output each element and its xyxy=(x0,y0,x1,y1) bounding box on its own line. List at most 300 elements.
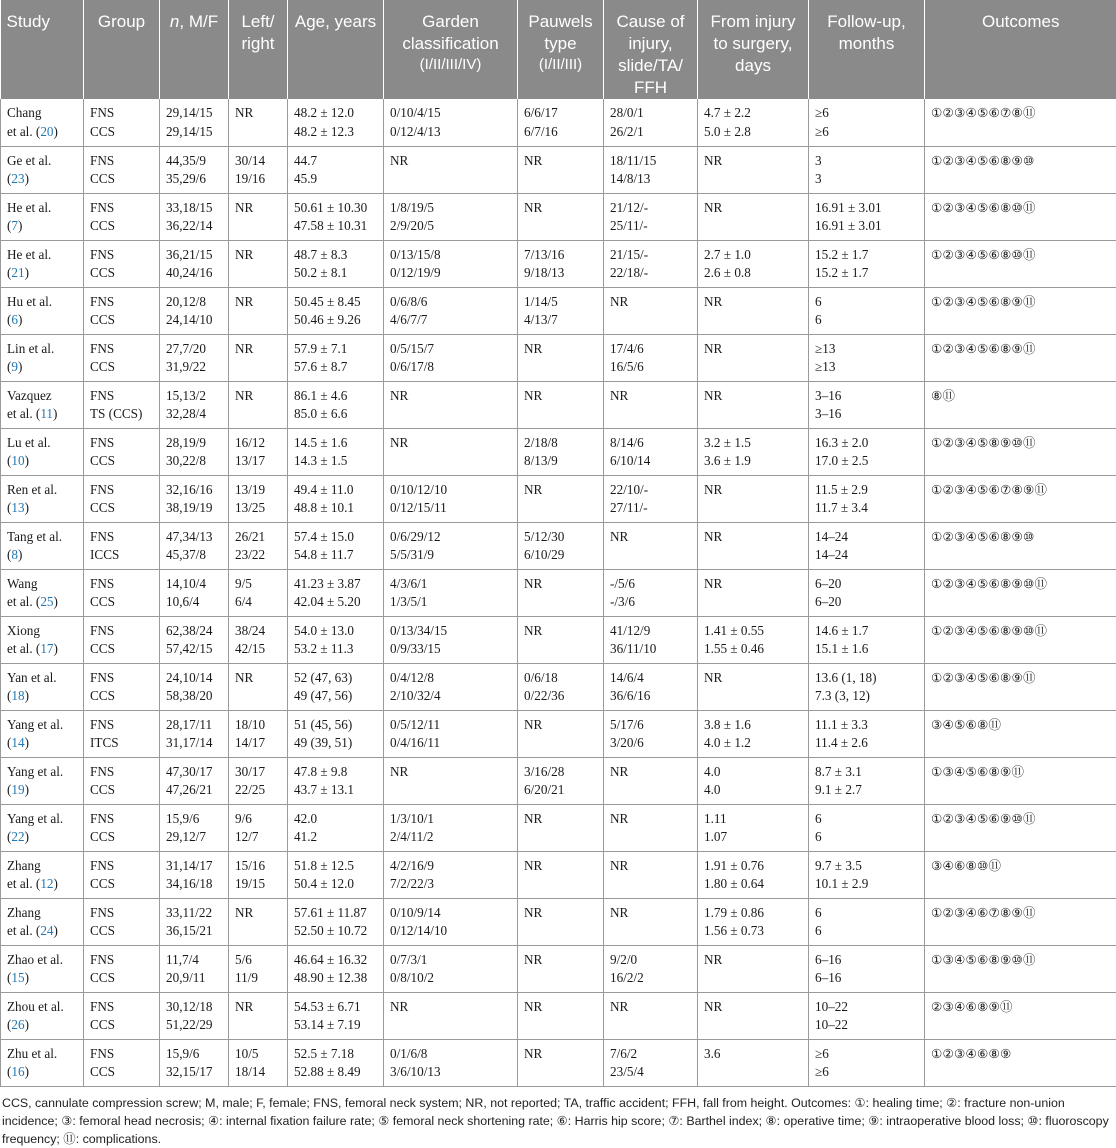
left-right-cell-value: 38/24 xyxy=(235,622,283,641)
citation-suffix: ) xyxy=(25,735,29,750)
n-cell-value: 47,26/21 xyxy=(166,781,224,800)
study-cell xyxy=(1,757,84,804)
left-right-cell-value: 18/10 xyxy=(235,716,283,735)
followup-cell-value: 6 xyxy=(815,311,920,330)
followup-cell xyxy=(809,569,925,616)
cause-cell-value: 27/11/- xyxy=(610,499,693,518)
left-right-cell-value: 22/25 xyxy=(235,781,283,800)
pauwels-cell-value xyxy=(524,828,599,847)
pauwels-cell-value: NR xyxy=(524,340,599,359)
age-cell-value: 14.3 ± 1.5 xyxy=(294,452,379,471)
cause-cell-value: 23/5/4 xyxy=(610,1063,693,1082)
cause-cell-value: 36/6/16 xyxy=(610,687,693,706)
days-cell-value: NR xyxy=(704,293,804,312)
cause-cell-value: NR xyxy=(610,904,693,923)
days-cell xyxy=(698,193,809,240)
table-row xyxy=(1,898,1116,945)
citation-suffix: ) xyxy=(25,453,29,468)
age-cell xyxy=(288,287,384,334)
study-citation xyxy=(7,358,79,377)
garden-cell-value: 0/6/17/8 xyxy=(390,358,513,377)
group-cell-value: CCS xyxy=(90,358,155,377)
study-citation xyxy=(7,405,79,424)
n-cell-value: 27,7/20 xyxy=(166,340,224,359)
cause-cell-value xyxy=(610,1016,693,1035)
left-right-cell xyxy=(229,616,288,663)
outcomes-cell: ⑧⑪ xyxy=(925,381,1116,428)
group-cell-value: FNS xyxy=(90,810,155,829)
study-cell xyxy=(1,663,84,710)
left-right-cell-value xyxy=(235,922,283,941)
age-cell-value: 50.61 ± 10.30 xyxy=(294,199,379,218)
n-cell xyxy=(160,851,229,898)
citation-suffix: ) xyxy=(53,406,57,421)
group-cell-value: CCS xyxy=(90,687,155,706)
n-cell xyxy=(160,99,229,146)
pauwels-cell-value: NR xyxy=(524,716,599,735)
followup-cell xyxy=(809,146,925,193)
left-right-cell-value xyxy=(235,264,283,283)
reference-link[interactable]: 8 xyxy=(11,547,18,562)
group-cell-value: FNS xyxy=(90,716,155,735)
age-cell-value: 50.4 ± 12.0 xyxy=(294,875,379,894)
header-days: From injury to surgery, days xyxy=(698,0,809,99)
left-right-cell xyxy=(229,475,288,522)
table-body xyxy=(1,99,1116,1086)
age-cell xyxy=(288,381,384,428)
n-cell-value: 29,14/15 xyxy=(166,104,224,123)
followup-cell-value: 11.5 ± 2.9 xyxy=(815,481,920,500)
garden-cell-value: 0/6/8/6 xyxy=(390,293,513,312)
garden-cell xyxy=(384,569,518,616)
table-row xyxy=(1,146,1116,193)
n-cell-value: 30,12/18 xyxy=(166,998,224,1017)
reference-link[interactable]: 14 xyxy=(11,735,24,750)
study-name: He et al. xyxy=(7,246,79,265)
left-right-cell-value: 23/22 xyxy=(235,546,283,565)
days-cell-value: NR xyxy=(704,575,804,594)
cause-cell-value: 21/12/- xyxy=(610,199,693,218)
group-cell-value: CCS xyxy=(90,123,155,142)
garden-cell-value: 0/5/15/7 xyxy=(390,340,513,359)
days-cell-value: 4.0 xyxy=(704,763,804,782)
cause-cell-value: NR xyxy=(610,387,693,406)
citation-prefix: et al. ( xyxy=(7,876,40,891)
reference-link[interactable]: 22 xyxy=(11,829,24,844)
outcomes-cell: ①②③④⑤⑥⑧⑨⑩⑪ xyxy=(925,569,1116,616)
left-right-cell-value: 9/5 xyxy=(235,575,283,594)
study-cell xyxy=(1,287,84,334)
left-right-cell xyxy=(229,334,288,381)
n-cell xyxy=(160,475,229,522)
garden-cell xyxy=(384,616,518,663)
n-cell-value: 51,22/29 xyxy=(166,1016,224,1035)
citation-prefix: ( xyxy=(7,453,11,468)
garden-cell xyxy=(384,663,518,710)
followup-cell-value: 3–16 xyxy=(815,405,920,424)
citation-prefix: et al. ( xyxy=(7,124,40,139)
citation-suffix: ) xyxy=(18,312,22,327)
reference-link[interactable]: 26 xyxy=(11,1017,24,1032)
group-cell-value: FNS xyxy=(90,857,155,876)
group-cell-value: CCS xyxy=(90,217,155,236)
outcomes-cell: ①②③④⑤⑧⑨⑩⑪ xyxy=(925,428,1116,475)
group-cell xyxy=(84,569,160,616)
days-cell xyxy=(698,334,809,381)
left-right-cell-value: 5/6 xyxy=(235,951,283,970)
garden-cell-value: NR xyxy=(390,998,513,1017)
citation-prefix: et al. ( xyxy=(7,406,40,421)
pauwels-cell xyxy=(518,569,604,616)
left-right-cell xyxy=(229,992,288,1039)
table-row xyxy=(1,616,1116,663)
days-cell xyxy=(698,851,809,898)
cause-cell xyxy=(604,851,698,898)
citation-suffix: ) xyxy=(25,265,29,280)
days-cell xyxy=(698,945,809,992)
followup-cell-value: 7.3 (3, 12) xyxy=(815,687,920,706)
left-right-cell-value: NR xyxy=(235,669,283,688)
pauwels-cell-value: 0/22/36 xyxy=(524,687,599,706)
days-cell xyxy=(698,146,809,193)
left-right-cell xyxy=(229,522,288,569)
study-cell xyxy=(1,193,84,240)
study-name: Yang et al. xyxy=(7,716,79,735)
pauwels-cell-value xyxy=(524,640,599,659)
age-cell-value: 42.04 ± 5.20 xyxy=(294,593,379,612)
days-cell-value: NR xyxy=(704,387,804,406)
garden-cell-value: 0/10/9/14 xyxy=(390,904,513,923)
reference-link[interactable]: 9 xyxy=(11,359,18,374)
group-cell-value: FNS xyxy=(90,1045,155,1064)
age-cell-value: 45.9 xyxy=(294,170,379,189)
age-cell-value: 50.46 ± 9.26 xyxy=(294,311,379,330)
pauwels-cell xyxy=(518,710,604,757)
age-cell xyxy=(288,522,384,569)
days-cell xyxy=(698,428,809,475)
citation-suffix: ) xyxy=(25,500,29,515)
table-row xyxy=(1,804,1116,851)
n-cell xyxy=(160,428,229,475)
study-cell xyxy=(1,945,84,992)
study-name: Vazquez xyxy=(7,387,79,406)
pauwels-cell xyxy=(518,428,604,475)
left-right-cell xyxy=(229,663,288,710)
followup-cell-value: 6 xyxy=(815,293,920,312)
left-right-cell-value: 42/15 xyxy=(235,640,283,659)
cause-cell-value: NR xyxy=(610,293,693,312)
pauwels-cell xyxy=(518,240,604,287)
days-cell-value xyxy=(704,499,804,518)
table-row xyxy=(1,945,1116,992)
reference-link[interactable]: 10 xyxy=(11,453,24,468)
pauwels-cell xyxy=(518,804,604,851)
cause-cell xyxy=(604,193,698,240)
group-cell-value: FNS xyxy=(90,246,155,265)
age-cell xyxy=(288,898,384,945)
n-cell xyxy=(160,1039,229,1086)
garden-cell xyxy=(384,851,518,898)
n-cell xyxy=(160,240,229,287)
n-cell-value: 31,9/22 xyxy=(166,358,224,377)
garden-cell xyxy=(384,992,518,1039)
n-cell-value: 44,35/9 xyxy=(166,152,224,171)
study-citation xyxy=(7,922,79,941)
pauwels-cell-value: NR xyxy=(524,951,599,970)
group-cell xyxy=(84,757,160,804)
pauwels-cell xyxy=(518,334,604,381)
study-name: Zhang xyxy=(7,857,79,876)
garden-cell xyxy=(384,240,518,287)
followup-cell xyxy=(809,475,925,522)
study-name: Yang et al. xyxy=(7,810,79,829)
outcomes-cell: ①②③④⑤⑥⑧⑨⑪ xyxy=(925,334,1116,381)
followup-cell-value: 10–22 xyxy=(815,998,920,1017)
n-cell xyxy=(160,334,229,381)
group-cell xyxy=(84,851,160,898)
study-citation xyxy=(7,170,79,189)
followup-cell-value: ≥6 xyxy=(815,1045,920,1064)
table-row xyxy=(1,428,1116,475)
n-cell xyxy=(160,804,229,851)
followup-cell-value: 9.7 ± 3.5 xyxy=(815,857,920,876)
citation-suffix: ) xyxy=(25,688,29,703)
followup-cell xyxy=(809,1039,925,1086)
left-right-cell-value: 30/17 xyxy=(235,763,283,782)
citation-suffix: ) xyxy=(25,782,29,797)
pauwels-cell-value xyxy=(524,1063,599,1082)
header-study: Study xyxy=(1,0,84,99)
n-cell-value: 10,6/4 xyxy=(166,593,224,612)
reference-link[interactable]: 15 xyxy=(11,970,24,985)
reference-link[interactable]: 23 xyxy=(11,171,24,186)
citation-prefix: ( xyxy=(7,1064,11,1079)
garden-cell-value: 7/2/22/3 xyxy=(390,875,513,894)
left-right-cell xyxy=(229,99,288,146)
reference-link[interactable]: 20 xyxy=(40,124,53,139)
n-cell xyxy=(160,522,229,569)
age-cell-value: 52.88 ± 8.49 xyxy=(294,1063,379,1082)
left-right-cell xyxy=(229,428,288,475)
cause-cell-value: -/3/6 xyxy=(610,593,693,612)
cause-cell-value: 6/10/14 xyxy=(610,452,693,471)
study-name: Tang et al. xyxy=(7,528,79,547)
garden-cell-value: NR xyxy=(390,763,513,782)
reference-link[interactable]: 17 xyxy=(40,641,53,656)
pauwels-cell xyxy=(518,193,604,240)
study-cell xyxy=(1,99,84,146)
pauwels-cell-value: 7/13/16 xyxy=(524,246,599,265)
pauwels-cell-value xyxy=(524,405,599,424)
garden-cell xyxy=(384,475,518,522)
garden-cell-value: 0/7/3/1 xyxy=(390,951,513,970)
pauwels-cell-value: 1/14/5 xyxy=(524,293,599,312)
cause-cell-value: NR xyxy=(610,998,693,1017)
days-cell-value: NR xyxy=(704,340,804,359)
age-cell-value: 53.14 ± 7.19 xyxy=(294,1016,379,1035)
group-cell xyxy=(84,898,160,945)
pauwels-cell xyxy=(518,945,604,992)
garden-cell-value: 0/13/34/15 xyxy=(390,622,513,641)
n-cell xyxy=(160,287,229,334)
reference-link[interactable]: 21 xyxy=(11,265,24,280)
study-citation xyxy=(7,217,79,236)
n-cell-value: 36,21/15 xyxy=(166,246,224,265)
group-cell-value: CCS xyxy=(90,875,155,894)
age-cell xyxy=(288,851,384,898)
garden-cell xyxy=(384,146,518,193)
table-footnote: CCS, cannulate compression screw; M, male; F, female; FNS, femoral neck system; NR, not reported; TA, traffic accident; FFH, fall from height. Outcomes: ①: healing time; ②: fracture non-union incidence; ③: femoral head necrosis; ④: internal fixation failure rate; ⑤ femoral neck shortening rate; ⑥: Harris hip score; ⑦: Barthel index; ⑧: operative time; ⑨: intraoperative blood loss; ⑩: fluoroscopy frequency; ⑪: complications. xyxy=(2,1094,1112,1148)
followup-cell xyxy=(809,428,925,475)
citation-prefix: ( xyxy=(7,829,11,844)
reference-link[interactable]: 18 xyxy=(11,688,24,703)
pauwels-cell-value: 0/6/18 xyxy=(524,669,599,688)
followup-cell-value: 14.6 ± 1.7 xyxy=(815,622,920,641)
pauwels-cell xyxy=(518,475,604,522)
days-cell-value: 1.11 xyxy=(704,810,804,829)
study-name: Zhu et al. xyxy=(7,1045,79,1064)
left-right-cell-value: 16/12 xyxy=(235,434,283,453)
cause-cell-value: NR xyxy=(610,528,693,547)
cause-cell-value: 5/17/6 xyxy=(610,716,693,735)
followup-cell-value: 6 xyxy=(815,922,920,941)
garden-cell-value: 0/4/16/11 xyxy=(390,734,513,753)
header-left-right: Left/ right xyxy=(229,0,288,99)
followup-cell-value: 10–22 xyxy=(815,1016,920,1035)
reference-link[interactable]: 16 xyxy=(11,1064,24,1079)
left-right-cell-value xyxy=(235,311,283,330)
study-cell xyxy=(1,146,84,193)
left-right-cell-value: NR xyxy=(235,387,283,406)
age-cell xyxy=(288,945,384,992)
pauwels-cell xyxy=(518,663,604,710)
cause-cell-value: 9/2/0 xyxy=(610,951,693,970)
pauwels-cell-value: NR xyxy=(524,387,599,406)
pauwels-cell-value: NR xyxy=(524,998,599,1017)
group-cell-value: ITCS xyxy=(90,734,155,753)
n-cell xyxy=(160,193,229,240)
cause-cell-value: 22/10/- xyxy=(610,481,693,500)
garden-cell-value: 3/6/10/13 xyxy=(390,1063,513,1082)
n-cell-value: 29,12/7 xyxy=(166,828,224,847)
days-cell-value xyxy=(704,405,804,424)
age-cell-value: 41.23 ± 3.87 xyxy=(294,575,379,594)
cause-cell-value xyxy=(610,781,693,800)
left-right-cell-value xyxy=(235,358,283,377)
n-cell-value: 36,15/21 xyxy=(166,922,224,941)
age-cell xyxy=(288,240,384,287)
cause-cell-value: 25/11/- xyxy=(610,217,693,236)
garden-cell xyxy=(384,193,518,240)
days-cell-value xyxy=(704,546,804,565)
left-right-cell-value: NR xyxy=(235,246,283,265)
n-cell xyxy=(160,898,229,945)
group-cell-value: FNS xyxy=(90,998,155,1017)
cause-cell xyxy=(604,757,698,804)
n-cell-value: 15,9/6 xyxy=(166,810,224,829)
pauwels-cell-value: NR xyxy=(524,810,599,829)
reference-link[interactable]: 25 xyxy=(40,594,53,609)
n-cell xyxy=(160,381,229,428)
garden-cell-value xyxy=(390,1016,513,1035)
group-cell-value: FNS xyxy=(90,340,155,359)
days-cell-value: 4.7 ± 2.2 xyxy=(704,104,804,123)
age-cell-value: 51.8 ± 12.5 xyxy=(294,857,379,876)
followup-cell xyxy=(809,851,925,898)
study-name: Zhang xyxy=(7,904,79,923)
reference-link[interactable]: 12 xyxy=(40,876,53,891)
days-cell-value: NR xyxy=(704,152,804,171)
pauwels-cell-value xyxy=(524,875,599,894)
group-cell-value: CCS xyxy=(90,640,155,659)
pauwels-cell xyxy=(518,287,604,334)
n-cell-value: 29,14/15 xyxy=(166,123,224,142)
reference-link[interactable]: 19 xyxy=(11,782,24,797)
followup-cell-value: 17.0 ± 2.5 xyxy=(815,452,920,471)
outcomes-cell: ①②③④⑤⑥⑦⑧⑪ xyxy=(925,99,1116,146)
reference-link[interactable]: 11 xyxy=(40,406,53,421)
study-citation xyxy=(7,875,79,894)
left-right-cell-value xyxy=(235,405,283,424)
days-cell-value xyxy=(704,1016,804,1035)
n-cell-value: 35,29/6 xyxy=(166,170,224,189)
table-row xyxy=(1,193,1116,240)
study-cell xyxy=(1,381,84,428)
garden-cell-value: 0/12/4/13 xyxy=(390,123,513,142)
citation-suffix: ) xyxy=(25,829,29,844)
reference-link[interactable]: 13 xyxy=(11,500,24,515)
header-followup: Follow-up, months xyxy=(809,0,925,99)
left-right-cell xyxy=(229,1039,288,1086)
days-cell xyxy=(698,710,809,757)
age-cell xyxy=(288,193,384,240)
age-cell-value: 46.64 ± 16.32 xyxy=(294,951,379,970)
reference-link[interactable]: 7 xyxy=(11,218,18,233)
study-name: Lu et al. xyxy=(7,434,79,453)
garden-cell xyxy=(384,945,518,992)
followup-cell-value: 6 xyxy=(815,828,920,847)
study-citation xyxy=(7,311,79,330)
outcomes-cell: ①②③④⑤⑥⑧⑨⑪ xyxy=(925,663,1116,710)
cause-cell-value xyxy=(610,922,693,941)
cause-cell xyxy=(604,99,698,146)
pauwels-cell xyxy=(518,898,604,945)
n-cell-value: 45,37/8 xyxy=(166,546,224,565)
n-cell-value: 32,16/16 xyxy=(166,481,224,500)
garden-cell-value: 1/8/19/5 xyxy=(390,199,513,218)
cause-cell-value: 14/8/13 xyxy=(610,170,693,189)
n-cell-value: 24,10/14 xyxy=(166,669,224,688)
n-cell-value: 47,34/13 xyxy=(166,528,224,547)
citation-suffix: ) xyxy=(18,359,22,374)
reference-link[interactable]: 24 xyxy=(40,923,53,938)
citation-suffix: ) xyxy=(54,641,58,656)
left-right-cell-value: 26/21 xyxy=(235,528,283,547)
table-row xyxy=(1,99,1116,146)
followup-cell-value: 3 xyxy=(815,152,920,171)
pauwels-cell-value xyxy=(524,593,599,612)
group-cell xyxy=(84,428,160,475)
group-cell-value: TS (CCS) xyxy=(90,405,155,424)
n-cell xyxy=(160,992,229,1039)
table-row xyxy=(1,663,1116,710)
reference-link[interactable]: 6 xyxy=(11,312,18,327)
followup-cell xyxy=(809,710,925,757)
cause-cell-value: 21/15/- xyxy=(610,246,693,265)
left-right-cell-value: 13/25 xyxy=(235,499,283,518)
header-outcomes: Outcomes xyxy=(925,0,1116,99)
citation-prefix: ( xyxy=(7,500,11,515)
